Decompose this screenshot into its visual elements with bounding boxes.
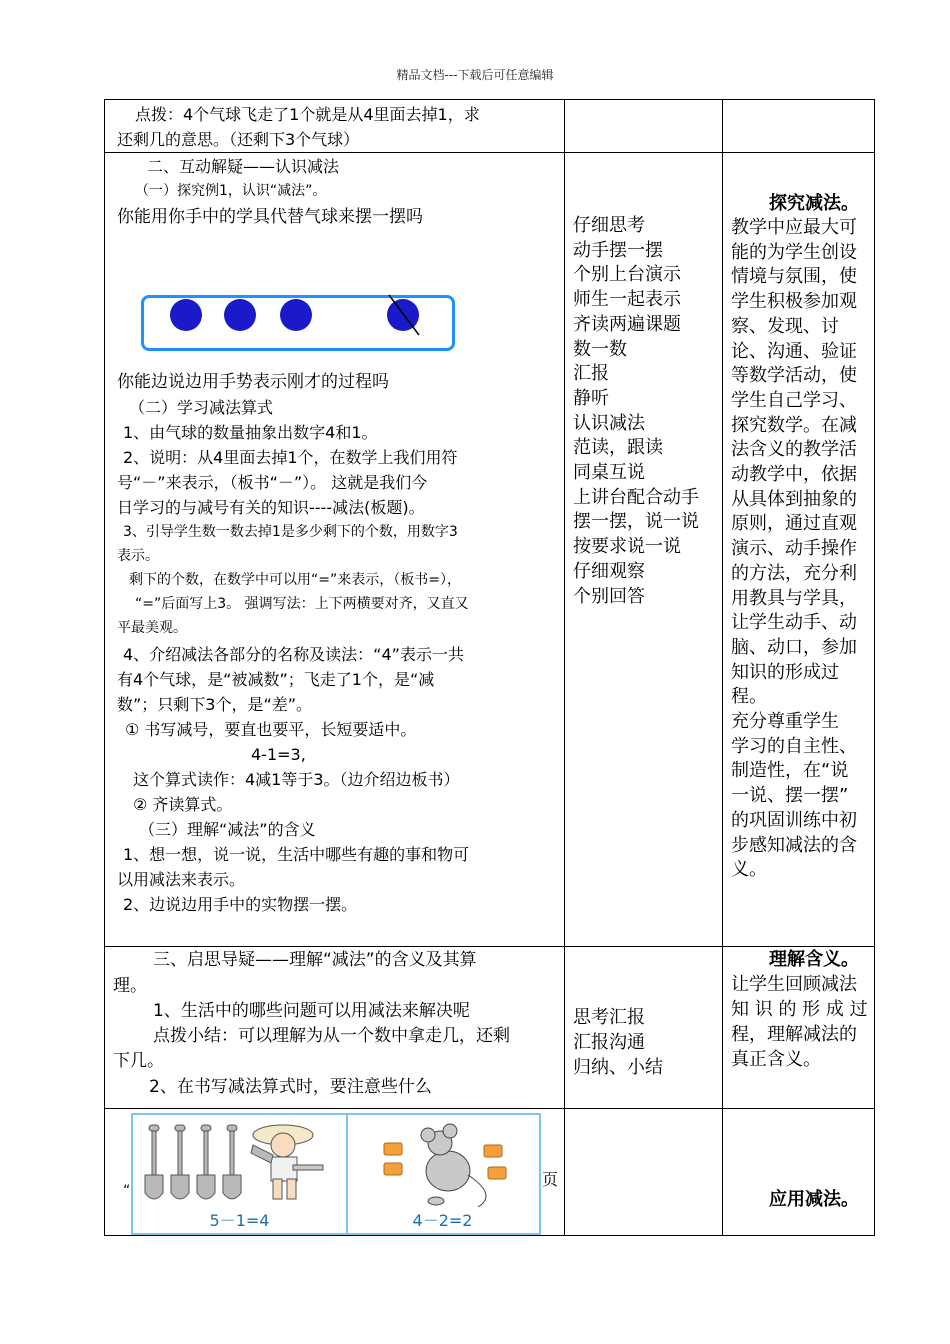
intent-line: 程，理解减法的 (731, 1024, 857, 1045)
formula: 4-1=3, (251, 745, 306, 764)
row4-student-cell (565, 1109, 723, 1236)
section-title: 二、互动解疑——认识减法 (147, 157, 340, 176)
section-title: 三、启思导疑——理解“减法”的含义及其算 (153, 950, 477, 970)
text-line: 4、介绍减法各部分的名称及读法：“4”表示一共 (123, 645, 464, 664)
intent-line: 察、发现、讨 (731, 315, 839, 337)
intent-line: 学生积极参加观 (731, 291, 857, 313)
strike-line-icon (385, 293, 425, 337)
text-line: 还剩几的意思。（还剩下3个气球） (117, 130, 360, 149)
shovels-and-boy-icon (133, 1115, 346, 1209)
text-line: “=”后面写上3。 强调写法：上下两横要对齐，又直又 (135, 596, 469, 612)
intent-title: 理解含义。 (769, 949, 859, 970)
student-activity: 汇报 (573, 363, 609, 385)
intent-title: 探究减法。 (769, 193, 859, 214)
intent-line: 真正含义。 (731, 1049, 821, 1070)
balloon-removed-icon (387, 299, 419, 331)
student-activity: 个别上台演示 (573, 264, 681, 286)
intent-line: 制造性，在“说 (731, 760, 849, 782)
student-activity: 静听 (573, 387, 609, 409)
text-line: 2、边说边用手中的实物摆一摆。 (123, 895, 358, 914)
table-row (105, 1109, 875, 1236)
text-line: 这个算式读作：4减1等于3。（边介绍边板书） (133, 770, 460, 789)
intent-line: 的方法，充分利 (731, 562, 857, 584)
student-activity: 认识减法 (573, 412, 645, 434)
student-activity: 动手摆一摆 (573, 239, 663, 261)
row3-intent-cell (723, 947, 875, 1109)
equation-label: 4－2=2 (412, 1211, 473, 1230)
intent-line: 脑、动口，参加 (731, 636, 857, 658)
row1-student-cell (565, 100, 723, 153)
text-line: 剩下的个数，在数学中可以用“=”来表示，（板书=）， (129, 572, 461, 588)
intent-line: 从具体到抽象的 (731, 488, 857, 510)
intent-line: 让学生回顾减法 (731, 974, 857, 995)
text-line: 下几。 (113, 1051, 164, 1071)
intent-title: 应用减法。 (769, 1189, 859, 1210)
intent-line: 程。 (731, 686, 767, 708)
intent-line: 充分尊重学生 (731, 711, 839, 733)
text-line: ② 齐读算式。 (133, 795, 233, 814)
intent-line: 动教学中，依据 (731, 464, 857, 486)
intent-line: 演示、动手操作 (731, 538, 857, 560)
question-text: 你能边说边用手势表示刚才的过程吗 (117, 372, 389, 392)
text-line: 2、说明：从4里面去掉1个，在数学上我们用符 (123, 448, 458, 467)
balloon-icon (224, 299, 256, 331)
student-activity: 仔细观察 (573, 560, 645, 582)
table-row (105, 947, 875, 1109)
mouse-panel (348, 1115, 537, 1233)
intent-line: 能的为学生创设 (731, 241, 857, 263)
text-line: 1、生活中的哪些问题可以用减法来解决呢 (153, 1001, 470, 1021)
text-line: 日学习的与减号有关的知识----减法(板题)。 (117, 498, 425, 517)
student-activity: 范读，跟读 (573, 437, 663, 459)
subsection-title: （二）学习减法算式 (129, 398, 274, 417)
balloon-illustration (117, 289, 564, 359)
text-line: 点拨：4个气球飞走了1个就是从4里面去掉1，求 (135, 105, 480, 124)
text-line: 1、想一想，说一说，生活中哪些有趣的事和物可 (123, 845, 470, 864)
lesson-table (104, 99, 875, 1236)
page-mark: 页 (542, 1170, 559, 1189)
balloon-icon (280, 299, 312, 331)
intent-line: 学习的自主性、 (731, 735, 857, 757)
intent-line: 教学中应最大可 (731, 217, 857, 238)
intent-line: 知识的形成过 (731, 661, 839, 683)
text-line: 3、引导学生数一数去掉1是多少剩下的个数，用数字3 (123, 524, 458, 540)
row3-student-cell (565, 947, 723, 1109)
text-line: 号“－”来表示，（板书“－”）。 这就是我们今 (117, 473, 428, 492)
row2-student-cell (565, 153, 723, 947)
intent-line: 法含义的教学活 (731, 439, 857, 461)
student-activity: 个别回答 (573, 585, 645, 607)
text-line: 2、在书写减法算式时，要注意些什么 (149, 1077, 432, 1097)
text-line: 理。 (113, 976, 147, 996)
text-line: 表示。 (117, 548, 159, 564)
page-header: 精品文档---下载后可任意编辑 (396, 68, 554, 82)
student-activity: 仔细思考 (573, 215, 645, 236)
student-activity: 按要求说一说 (573, 536, 681, 558)
row1-intent-cell (723, 100, 875, 153)
subsection-title: （三）理解“减法”的含义 (139, 820, 316, 839)
row4-activity-cell (105, 1109, 565, 1236)
intent-line: 情境与氛围，使 (731, 266, 857, 288)
intent-line: 学生自己学习、 (731, 389, 857, 411)
mouse-and-bricks-icon (348, 1115, 537, 1209)
student-activity: 师生一起表示 (573, 289, 681, 311)
text-line: 以用减法来表示。 (117, 870, 246, 889)
row1-activity-cell (105, 100, 565, 153)
student-activity: 归纳、小结 (573, 1057, 663, 1078)
equation-label: 5－1=4 (209, 1211, 270, 1230)
row2-intent-cell (723, 153, 875, 947)
intent-line: 义。 (731, 859, 767, 881)
intent-line: 用教具与学具， (731, 587, 857, 609)
intent-line: 让学生动手、动 (731, 612, 857, 634)
text-line: 数”；只剩下3个，是“差”。 (117, 695, 313, 714)
intent-line: 等数学活动，使 (731, 365, 857, 387)
textbook-illustration-row (105, 1109, 564, 1235)
text-line: 点拨小结：可以理解为从一个数中拿走几，还剩 (153, 1026, 510, 1046)
intent-line: 一说、摆一摆” (731, 785, 849, 807)
balloon-icon (170, 299, 202, 331)
textbook-illustration (131, 1113, 541, 1235)
student-activity: 同桌互说 (573, 462, 645, 484)
question-text: 你能用你手中的学具代替气球来摆一摆吗 (117, 207, 423, 227)
intent-line: 原则，通过直观 (731, 513, 857, 535)
intent-line: 知 识 的 形 成 过 (731, 999, 868, 1020)
quote-mark: “ (123, 1183, 131, 1199)
student-activity: 思考汇报 (573, 1007, 645, 1028)
shovel-panel (133, 1115, 348, 1233)
intent-line: 步感知减法的含 (731, 834, 857, 856)
subsection-title: （一）探究例1，认识“减法”。 (135, 183, 327, 199)
student-activity: 汇报沟通 (573, 1032, 645, 1053)
intent-line: 论、沟通、验证 (731, 340, 857, 362)
text-line: 有4个气球，是“被减数”；飞走了1个，是“减 (117, 670, 435, 689)
text-line: 1、由气球的数量抽象出数字4和1。 (123, 423, 378, 442)
student-activity: 齐读两遍课题 (573, 313, 681, 335)
text-line: 平最美观。 (117, 620, 187, 636)
intent-line: 探究数学。在减 (731, 414, 857, 436)
table-row (105, 100, 875, 153)
row4-intent-cell (723, 1109, 875, 1236)
student-activity: 摆一摆，说一说 (573, 511, 699, 533)
student-activity: 数一数 (573, 338, 627, 360)
row2-activity-cell (105, 153, 565, 947)
student-activity: 上讲台配合动手 (573, 486, 699, 508)
row3-activity-cell (105, 947, 565, 1109)
text-line: ① 书写减号，要直也要平，长短要适中。 (125, 720, 417, 739)
table-row (105, 153, 875, 947)
intent-line: 的巩固训练中初 (731, 809, 857, 831)
